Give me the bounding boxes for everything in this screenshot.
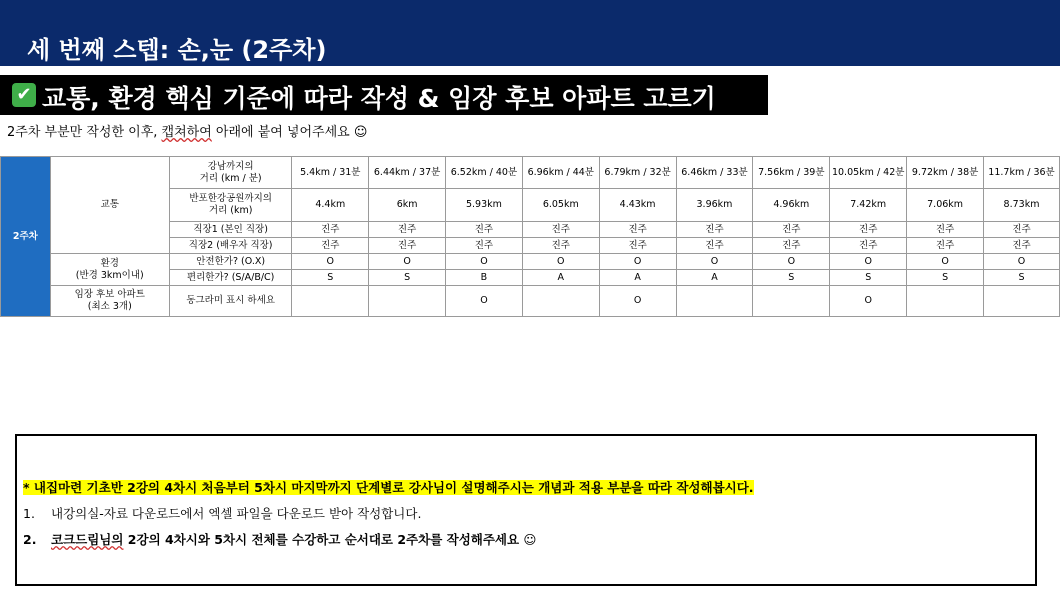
- table-cell: S: [907, 270, 984, 286]
- section-heading: [0, 75, 768, 115]
- note-item-1: 1. 내강의실-자료 다운로드에서 엑셀 파일을 다운로드 받아 작성합니다.: [23, 506, 422, 521]
- category-candidates: 임장 후보 아파트 (최소 3개): [50, 286, 169, 317]
- table-cell: 진주: [369, 222, 446, 238]
- table-cell: 진주: [676, 222, 753, 238]
- section-heading-text: 교통, 환경 핵심 기준에 따라 작성 & 임장 후보 아파트 고르기: [42, 84, 716, 113]
- row-label: 편리한가? (S/A/B/C): [169, 270, 292, 286]
- table-cell: [369, 286, 446, 317]
- page-title: 세 번째 스텝: 손,눈 (2주차): [27, 36, 327, 64]
- table-cell: 7.06km: [907, 189, 984, 222]
- table-cell: 6km: [369, 189, 446, 222]
- header-bar: [0, 0, 1060, 66]
- instruction-text: [7, 121, 367, 140]
- table-cell: O: [446, 254, 523, 270]
- row-label: 안전한가? (O.X): [169, 254, 292, 270]
- table-cell: 8.73km: [984, 189, 1060, 222]
- table-cell: 진주: [907, 238, 984, 254]
- table-cell: 진주: [522, 238, 599, 254]
- table-cell: [522, 286, 599, 317]
- row-label: 직장2 (배우자 직장): [169, 238, 292, 254]
- table-cell: 진주: [369, 238, 446, 254]
- table-cell: S: [369, 270, 446, 286]
- row-label: 직장1 (본인 직장): [169, 222, 292, 238]
- table-cell: 4.96km: [753, 189, 830, 222]
- category-traffic: 교통: [50, 157, 169, 254]
- row-label: 강남까지의 거리 (km / 분): [169, 157, 292, 189]
- table-cell: [676, 286, 753, 317]
- table-cell: B: [446, 270, 523, 286]
- table-cell: 10.05km / 42분: [830, 157, 907, 189]
- table-cell: A: [676, 270, 753, 286]
- table-cell: O: [599, 254, 676, 270]
- table-cell: 7.56km / 39분: [753, 157, 830, 189]
- table-cell: O: [446, 286, 523, 317]
- table-cell: S: [753, 270, 830, 286]
- table-cell: O: [522, 254, 599, 270]
- table-cell: 5.93km: [446, 189, 523, 222]
- table-cell: 6.05km: [522, 189, 599, 222]
- instruction-after: 아래에 붙여 넣어주세요 ☺: [211, 125, 368, 140]
- table-cell: 진주: [676, 238, 753, 254]
- weekly-table: [0, 156, 1060, 317]
- week-cell: 2주차: [1, 157, 51, 317]
- notes-box: [15, 434, 1037, 586]
- table-cell: [907, 286, 984, 317]
- table-cell: 진주: [292, 238, 369, 254]
- table-cell: [984, 286, 1060, 317]
- table-cell: 진주: [292, 222, 369, 238]
- row-label: 동그라미 표시 하세요: [169, 286, 292, 317]
- table-cell: S: [830, 270, 907, 286]
- table-cell: O: [753, 254, 830, 270]
- table-cell: O: [907, 254, 984, 270]
- table-cell: 진주: [522, 222, 599, 238]
- note-highlight-text: * 내집마련 기초반 2강의 4차시 처음부터 5차시 마지막까지 단계별로 강사님이 설명해주시는 개념과 적용 부분을 따라 작성해봅시다.: [23, 480, 754, 495]
- instruction-before: 2주차 부분만 작성한 이후,: [7, 125, 162, 140]
- table-cell: S: [984, 270, 1060, 286]
- category-environment: 환경 (반경 3km이내): [50, 254, 169, 286]
- table-cell: 진주: [830, 222, 907, 238]
- table-cell: O: [599, 286, 676, 317]
- table-cell: 6.79km / 32분: [599, 157, 676, 189]
- note-item-2: 2. 코크드림님의 2강의 4차시와 5차시 전체를 수강하고 순서대로 2주차를 작성해주세요 ☺: [23, 532, 537, 547]
- table-cell: [753, 286, 830, 317]
- instruction-wavy-word: 캡쳐하여: [161, 125, 212, 140]
- table-cell: 6.52km / 40분: [446, 157, 523, 189]
- table-row: [1, 157, 1060, 189]
- table-cell: O: [676, 254, 753, 270]
- table-cell: O: [369, 254, 446, 270]
- table-cell: 9.72km / 38분: [907, 157, 984, 189]
- table-cell: 6.44km / 37분: [369, 157, 446, 189]
- row-label: 반포한강공원까지의 거리 (km): [169, 189, 292, 222]
- table-cell: 4.43km: [599, 189, 676, 222]
- table-cell: 4.4km: [292, 189, 369, 222]
- table-cell: 진주: [907, 222, 984, 238]
- table-row: [1, 254, 1060, 270]
- table-cell: 진주: [599, 238, 676, 254]
- table-cell: O: [830, 254, 907, 270]
- table-cell: A: [522, 270, 599, 286]
- table-cell: 6.46km / 33분: [676, 157, 753, 189]
- table-cell: O: [292, 254, 369, 270]
- table-cell: A: [599, 270, 676, 286]
- table-cell: 진주: [446, 222, 523, 238]
- table-cell: [292, 286, 369, 317]
- table-cell: 5.4km / 31분: [292, 157, 369, 189]
- table-cell: 7.42km: [830, 189, 907, 222]
- table-cell: 진주: [830, 238, 907, 254]
- table-cell: 진주: [446, 238, 523, 254]
- checkmark-icon: ✔: [12, 83, 36, 107]
- table-cell: 6.96km / 44분: [522, 157, 599, 189]
- table-cell: 진주: [984, 238, 1060, 254]
- table-cell: 진주: [984, 222, 1060, 238]
- table-cell: 진주: [599, 222, 676, 238]
- table-cell: O: [830, 286, 907, 317]
- table-row: [1, 286, 1060, 317]
- note-highlight-line: [23, 478, 754, 496]
- table-cell: 진주: [753, 238, 830, 254]
- table-cell: 진주: [753, 222, 830, 238]
- table-cell: 11.7km / 36분: [984, 157, 1060, 189]
- table-cell: S: [292, 270, 369, 286]
- table-cell: O: [984, 254, 1060, 270]
- table-cell: 3.96km: [676, 189, 753, 222]
